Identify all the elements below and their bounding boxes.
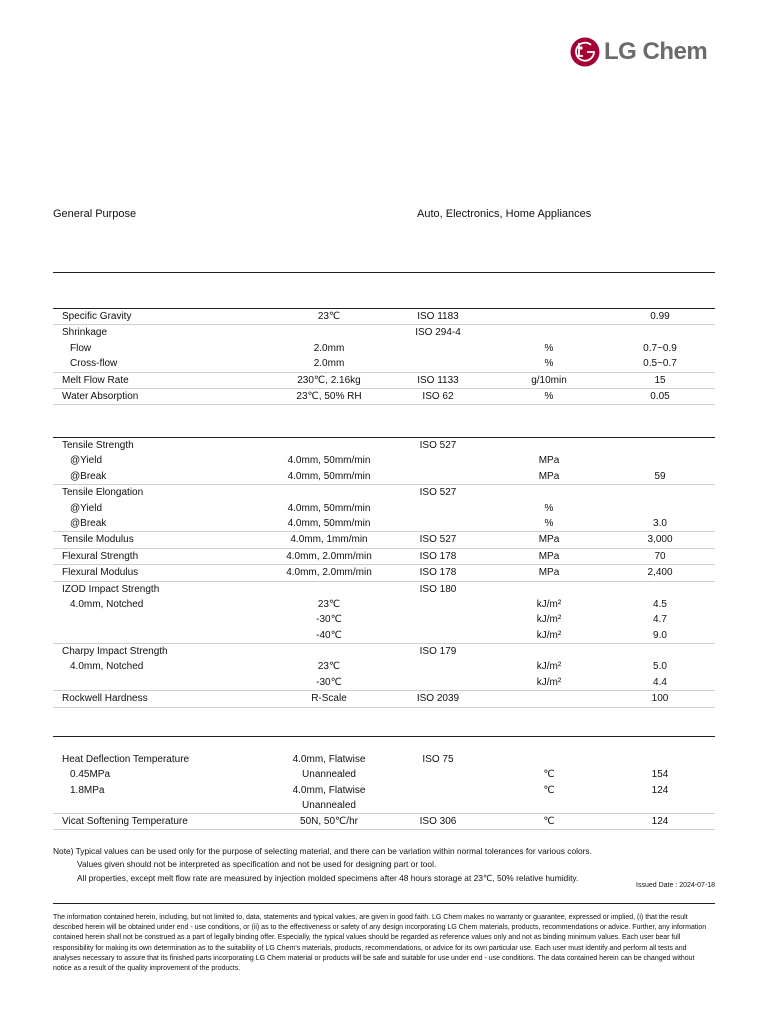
applications-text: Auto, Electronics, Home Appliances bbox=[417, 208, 592, 220]
test-method-cell: ISO 1183 bbox=[417, 311, 459, 322]
test-method-cell: ISO 62 bbox=[422, 390, 454, 402]
condition-cell: 4.0mm, 2.0mm/min bbox=[286, 550, 372, 562]
condition-cell: 4.0mm, 50mm/min bbox=[287, 502, 371, 514]
test-method-cell: ISO 178 bbox=[419, 567, 457, 579]
table-row bbox=[53, 516, 715, 532]
condition-cell: 4.0mm, 50mm/min bbox=[287, 470, 371, 482]
unit-cell: % bbox=[544, 342, 554, 354]
condition-line-2: Unannealed bbox=[302, 799, 356, 811]
test-method-cell: ISO 294-4 bbox=[415, 327, 461, 339]
unit-cell: kJ/m² bbox=[536, 676, 562, 688]
table-row bbox=[53, 659, 715, 674]
condition-cell: 4.0mm, 1mm/min bbox=[290, 534, 368, 546]
condition-cell: 23℃ bbox=[317, 598, 341, 610]
purpose-text: General Purpose bbox=[53, 208, 137, 220]
unit-cell: MPa bbox=[538, 534, 560, 546]
test-method-cell: ISO 527 bbox=[419, 440, 457, 451]
unit-cell: kJ/m² bbox=[536, 614, 562, 626]
value-cell: 154 bbox=[651, 769, 669, 781]
note-line-3: All properties, except melt flow rate are measured by injection molded specimens after 48 hours storage at 23℃, 50% relative humidity. bbox=[77, 872, 579, 883]
property-cell: Charpy Impact Strength bbox=[62, 646, 168, 658]
thermal-properties-table bbox=[53, 752, 715, 830]
unit-cell: MPa bbox=[538, 470, 560, 482]
property-cell: Flexural Strength bbox=[62, 550, 139, 562]
value-cell: 3,000 bbox=[647, 534, 673, 546]
table-row bbox=[53, 469, 715, 485]
property-cell: Heat Deflection Temperature bbox=[62, 754, 190, 765]
value-cell: 4.5 bbox=[653, 598, 667, 610]
property-cell: Shrinkage bbox=[62, 327, 108, 339]
condition-cell: Unannealed bbox=[302, 769, 356, 781]
note-line-1: Note) Typical values can be used only for the purpose of selecting material, and there can be variation within normal tolerances for various colors. bbox=[53, 846, 592, 856]
property-cell: Specific Gravity bbox=[62, 311, 132, 322]
property-cell: Flow bbox=[70, 342, 92, 354]
table-row bbox=[53, 373, 715, 389]
table-row bbox=[53, 549, 715, 565]
unit-cell: kJ/m² bbox=[536, 661, 562, 673]
value-cell: 2,400 bbox=[647, 567, 673, 579]
table-row bbox=[53, 644, 715, 659]
lg-chem-logo bbox=[570, 35, 707, 69]
unit-cell: kJ/m² bbox=[536, 629, 562, 641]
table-row bbox=[53, 752, 715, 767]
value-cell: 5.0 bbox=[653, 661, 667, 673]
value-cell: 100 bbox=[651, 693, 669, 705]
test-method-cell: ISO 180 bbox=[419, 583, 457, 595]
table-row bbox=[53, 612, 715, 627]
table-row bbox=[53, 783, 715, 814]
property-cell: IZOD Impact Strength bbox=[62, 583, 160, 595]
disclaimer-text: The information contained herein, including, but not limited to, data, statements and typical values, are given in good faith. LG Chem makes no warranty or guarantee, expressed or implied, (i) that the result described herein will be obtained under end - use conditions, or (ii) as to the effectiveness or safety of any design incorporating LG Chem materials, products, recommendations or advice. Further, any information contained herein shall not be construed as a part of legally binding offer. Especially, the typical values should be regarded as reference values only and not as binding minimum values. Each user bear full responsibility for making its own determination as to the suitability of LG Chem's materials, products, recommendations, or advice for its own particular use. Each user must identify and perform all tests and analyses necessary to assure that its finished parts incorporating LG Chem material or products will be safe and suitable for use under end - use conditions. The data contained herein can be changed without notice as a result of the quality improvement of the products. bbox=[53, 914, 707, 973]
issued-date: Issued Date : 2024-07-18 bbox=[636, 882, 715, 889]
property-cell: @Yield bbox=[70, 502, 103, 514]
value-cell: 0.7~0.9 bbox=[643, 342, 677, 354]
condition-line-1: 4.0mm, Flatwise bbox=[292, 784, 366, 796]
condition-cell: 50N, 50℃/hr bbox=[300, 815, 358, 827]
condition-cell: 2.0mm bbox=[313, 358, 345, 370]
test-method-cell: ISO 306 bbox=[419, 815, 457, 827]
condition-cell: 230℃, 2.16kg bbox=[297, 374, 361, 386]
condition-cell: 23℃, 50% RH bbox=[296, 390, 362, 402]
property-cell: Cross-flow bbox=[70, 358, 118, 370]
table-row bbox=[53, 532, 715, 548]
unit-cell: ℃ bbox=[543, 784, 555, 796]
condition-cell: 4.0mm, 2.0mm/min bbox=[286, 567, 372, 579]
mechanical-properties-table bbox=[53, 438, 715, 708]
property-cell: 4.0mm, Notched bbox=[70, 661, 144, 673]
value-cell: 59 bbox=[654, 470, 666, 482]
condition-cell: R-Scale bbox=[311, 693, 347, 705]
condition-cell bbox=[254, 785, 404, 812]
table-row bbox=[53, 565, 715, 581]
value-cell: 15 bbox=[654, 374, 666, 386]
notes bbox=[53, 845, 723, 885]
test-method-cell: ISO 527 bbox=[419, 487, 457, 499]
unit-cell: MPa bbox=[538, 455, 560, 467]
value-cell: 4.7 bbox=[653, 614, 667, 626]
property-cell: @Yield bbox=[70, 455, 103, 467]
condition-cell: 4.0mm, 50mm/min bbox=[287, 517, 371, 529]
property-cell: 0.45MPa bbox=[70, 769, 111, 781]
table-row bbox=[53, 438, 715, 453]
property-cell: Vicat Softening Temperature bbox=[62, 815, 188, 827]
physical-properties-table bbox=[53, 309, 715, 405]
property-cell: @Break bbox=[70, 470, 107, 482]
disclaimer-divider bbox=[53, 903, 715, 904]
value-cell: 0.5~0.7 bbox=[643, 358, 677, 370]
table-row bbox=[53, 309, 715, 325]
value-cell: 4.4 bbox=[653, 676, 667, 688]
table-row bbox=[53, 453, 715, 468]
property-cell: Flexural Modulus bbox=[62, 567, 139, 579]
table-row bbox=[53, 814, 715, 830]
table-row bbox=[53, 582, 715, 597]
value-cell: 0.05 bbox=[650, 390, 670, 402]
divider-thermal bbox=[53, 736, 715, 737]
condition-cell: 4.0mm, Flatwise bbox=[292, 754, 366, 765]
condition-cell: -30℃ bbox=[316, 676, 342, 688]
condition-cell: -40℃ bbox=[316, 629, 342, 641]
value-cell: 124 bbox=[651, 784, 669, 796]
property-cell: Rockwell Hardness bbox=[62, 693, 148, 705]
condition-cell: 4.0mm, 50mm/min bbox=[287, 455, 371, 467]
table-row bbox=[53, 325, 715, 340]
condition-cell: 2.0mm bbox=[313, 342, 345, 354]
divider-top bbox=[53, 272, 715, 273]
unit-cell: % bbox=[544, 358, 554, 370]
test-method-cell: ISO 527 bbox=[419, 534, 457, 546]
table-row bbox=[53, 389, 715, 405]
table-row bbox=[53, 597, 715, 612]
property-cell: @Break bbox=[70, 517, 107, 529]
condition-cell: 23℃ bbox=[317, 661, 341, 673]
condition-cell: 23℃ bbox=[317, 311, 341, 322]
unit-cell: % bbox=[544, 502, 554, 514]
unit-cell: MPa bbox=[538, 567, 560, 579]
value-cell: 3.0 bbox=[653, 517, 667, 529]
note-line-2: Values given should not be interpreted as specification and not be used for designing part or tool. bbox=[77, 859, 437, 870]
unit-cell: % bbox=[544, 390, 554, 402]
test-method-cell: ISO 75 bbox=[422, 754, 454, 765]
table-row bbox=[53, 356, 715, 372]
value-cell: 124 bbox=[651, 815, 669, 827]
condition-cell: -30℃ bbox=[316, 614, 342, 626]
test-method-cell: ISO 179 bbox=[419, 646, 457, 658]
table-row bbox=[53, 691, 715, 707]
property-cell: Tensile Elongation bbox=[62, 487, 144, 499]
property-cell: 1.8MPa bbox=[70, 784, 105, 796]
lg-face-icon bbox=[570, 37, 600, 67]
property-cell: Tensile Strength bbox=[62, 440, 134, 451]
unit-cell: MPa bbox=[538, 550, 560, 562]
brand-name: LG Chem bbox=[604, 38, 708, 65]
table-row bbox=[53, 485, 715, 500]
test-method-cell: ISO 1133 bbox=[417, 374, 459, 386]
table-row bbox=[53, 501, 715, 516]
unit-cell: ℃ bbox=[543, 815, 555, 827]
table-row bbox=[53, 341, 715, 356]
value-cell: 0.99 bbox=[650, 311, 670, 322]
property-cell: Water Absorption bbox=[62, 390, 139, 402]
value-cell: 9.0 bbox=[653, 629, 667, 641]
value-cell: 70 bbox=[654, 550, 666, 562]
property-cell: 4.0mm, Notched bbox=[70, 598, 144, 610]
test-method-cell: ISO 178 bbox=[419, 550, 457, 562]
unit-cell: ℃ bbox=[543, 769, 555, 781]
unit-cell: kJ/m² bbox=[536, 598, 562, 610]
table-row bbox=[53, 628, 715, 644]
property-cell: Tensile Modulus bbox=[62, 534, 134, 546]
table-row bbox=[53, 675, 715, 691]
table-row bbox=[53, 767, 715, 782]
test-method-cell: ISO 2039 bbox=[416, 693, 460, 705]
property-cell: Melt Flow Rate bbox=[62, 374, 129, 386]
unit-cell: g/10min bbox=[531, 374, 567, 386]
unit-cell: % bbox=[544, 517, 554, 529]
